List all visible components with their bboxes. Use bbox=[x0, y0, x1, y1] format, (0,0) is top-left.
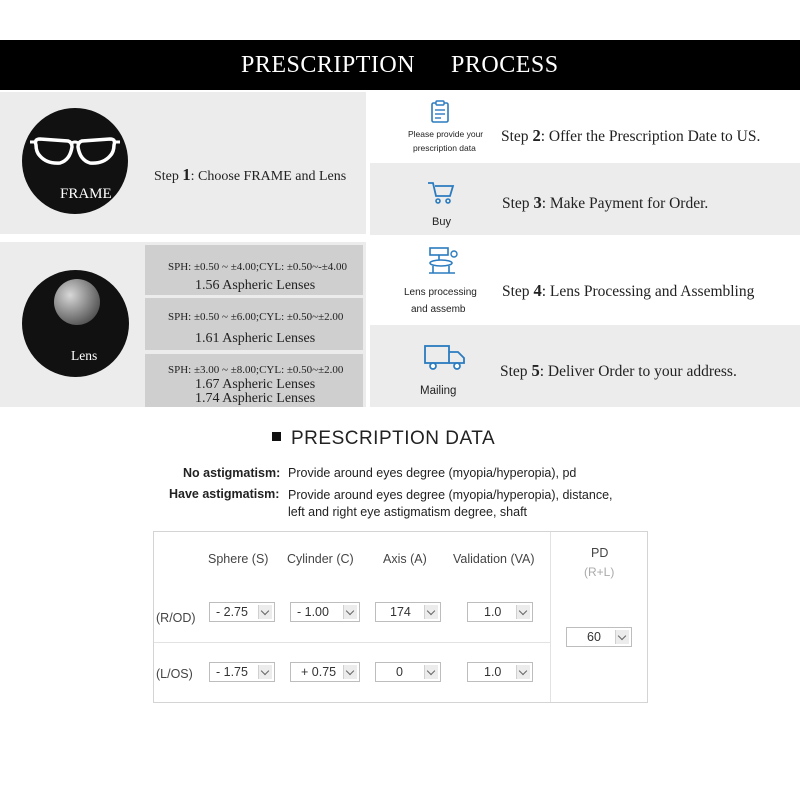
row-divider bbox=[154, 642, 550, 643]
step2-text: Step 2: Offer the Prescription Date to US. bbox=[501, 126, 761, 145]
lens-option-2[interactable] bbox=[145, 298, 363, 350]
title-banner bbox=[0, 40, 800, 90]
frame-label: FRAME bbox=[60, 186, 112, 202]
delivery-truck-icon bbox=[423, 343, 467, 373]
lens-spec: SPH: ±3.00 ~ ±8.00;CYL: ±0.50~±2.00 bbox=[168, 364, 344, 376]
step5-text: Step 5: Deliver Order to your address. bbox=[500, 361, 737, 380]
banner-word-prescription: PRESCRIPTION bbox=[241, 52, 416, 78]
pd-divider bbox=[550, 532, 551, 702]
header-axis: Axis (A) bbox=[383, 552, 427, 566]
header-cylinder: Cylinder (C) bbox=[287, 552, 354, 566]
step4-icon-caption-2: and assemb bbox=[411, 304, 466, 315]
cart-icon bbox=[427, 180, 455, 206]
clipboard-icon bbox=[430, 100, 450, 124]
right-validation-select[interactable]: 1.0 bbox=[467, 602, 533, 622]
row-label-left-eye: (L/OS) bbox=[156, 667, 193, 681]
step5-icon-caption: Mailing bbox=[420, 385, 457, 397]
chevron-down-icon bbox=[516, 605, 530, 619]
have-astigmatism-text-2: left and right eye astigmatism degree, shaft bbox=[288, 505, 528, 519]
banner-word-process: PROCESS bbox=[451, 52, 559, 78]
right-sphere-select[interactable]: - 2.75 bbox=[209, 602, 275, 622]
right-axis-select[interactable]: 174 bbox=[375, 602, 441, 622]
lens-icon bbox=[54, 279, 100, 325]
lens-name: 1.61 Aspheric Lenses bbox=[195, 331, 316, 346]
left-validation-select[interactable]: 1.0 bbox=[467, 662, 533, 682]
right-cylinder-select[interactable]: - 1.00 bbox=[290, 602, 360, 622]
lens-circle bbox=[22, 270, 129, 377]
lens-spec: SPH: ±0.50 ~ ±4.00;CYL: ±0.50~-±4.00 bbox=[168, 261, 348, 273]
step4-icon-caption-1: Lens processing bbox=[404, 287, 477, 298]
left-axis-select[interactable]: 0 bbox=[375, 662, 441, 682]
left-sphere-select[interactable]: - 1.75 bbox=[209, 662, 275, 682]
chevron-down-icon bbox=[615, 630, 629, 644]
have-astigmatism-text-1: Provide around eyes degree (myopia/hyperopia), distance, bbox=[288, 488, 613, 502]
chevron-down-icon bbox=[424, 665, 438, 679]
header-pd: PD bbox=[591, 546, 609, 560]
have-astigmatism-label: Have astigmatism: bbox=[169, 487, 280, 501]
header-sphere: Sphere (S) bbox=[208, 552, 269, 566]
chevron-down-icon bbox=[516, 665, 530, 679]
no-astigmatism-label: No astigmatism: bbox=[183, 466, 281, 480]
step3-text: Step 3: Make Payment for Order. bbox=[502, 193, 709, 212]
step4-text: Step 4: Lens Processing and Assembling bbox=[502, 281, 755, 300]
frame-circle bbox=[22, 108, 128, 214]
step1-text: Step 1: Choose FRAME and Lens bbox=[154, 165, 347, 184]
chevron-down-icon bbox=[343, 665, 357, 679]
prescription-table bbox=[153, 531, 648, 703]
lens-option-1[interactable] bbox=[145, 245, 363, 295]
lens-name: 1.74 Aspheric Lenses bbox=[195, 391, 316, 406]
chevron-down-icon bbox=[258, 605, 272, 619]
step3-icon-caption: Buy bbox=[432, 216, 451, 228]
prescription-data-title: PRESCRIPTION DATA bbox=[272, 428, 495, 450]
no-astigmatism-text: Provide around eyes degree (myopia/hyperopia), pd bbox=[288, 466, 577, 480]
chevron-down-icon bbox=[258, 665, 272, 679]
left-cylinder-select[interactable]: + 0.75 bbox=[290, 662, 360, 682]
lens-label: Lens bbox=[71, 348, 98, 363]
chevron-down-icon bbox=[343, 605, 357, 619]
lens-spec: SPH: ±0.50 ~ ±6.00;CYL: ±0.50~±2.00 bbox=[168, 311, 344, 323]
step2-icon-caption-1: Please provide your bbox=[408, 129, 484, 139]
lens-name: 1.56 Aspheric Lenses bbox=[195, 278, 316, 293]
step-connector bbox=[587, 163, 609, 173]
pd-select[interactable]: 60 bbox=[566, 627, 632, 647]
lens-option-3[interactable] bbox=[145, 354, 363, 407]
lens-name: 1.67 Aspheric Lenses bbox=[195, 377, 316, 392]
header-pd-sub: (R+L) bbox=[584, 565, 615, 579]
row-label-right-eye: (R/OD) bbox=[156, 611, 196, 625]
chevron-down-icon bbox=[424, 605, 438, 619]
lens-machine-icon bbox=[427, 246, 459, 276]
step2-icon-caption-2: prescription data bbox=[413, 143, 476, 153]
header-validation: Validation (VA) bbox=[453, 552, 535, 566]
bullet-square-icon bbox=[272, 432, 281, 441]
step-connector bbox=[766, 325, 788, 335]
